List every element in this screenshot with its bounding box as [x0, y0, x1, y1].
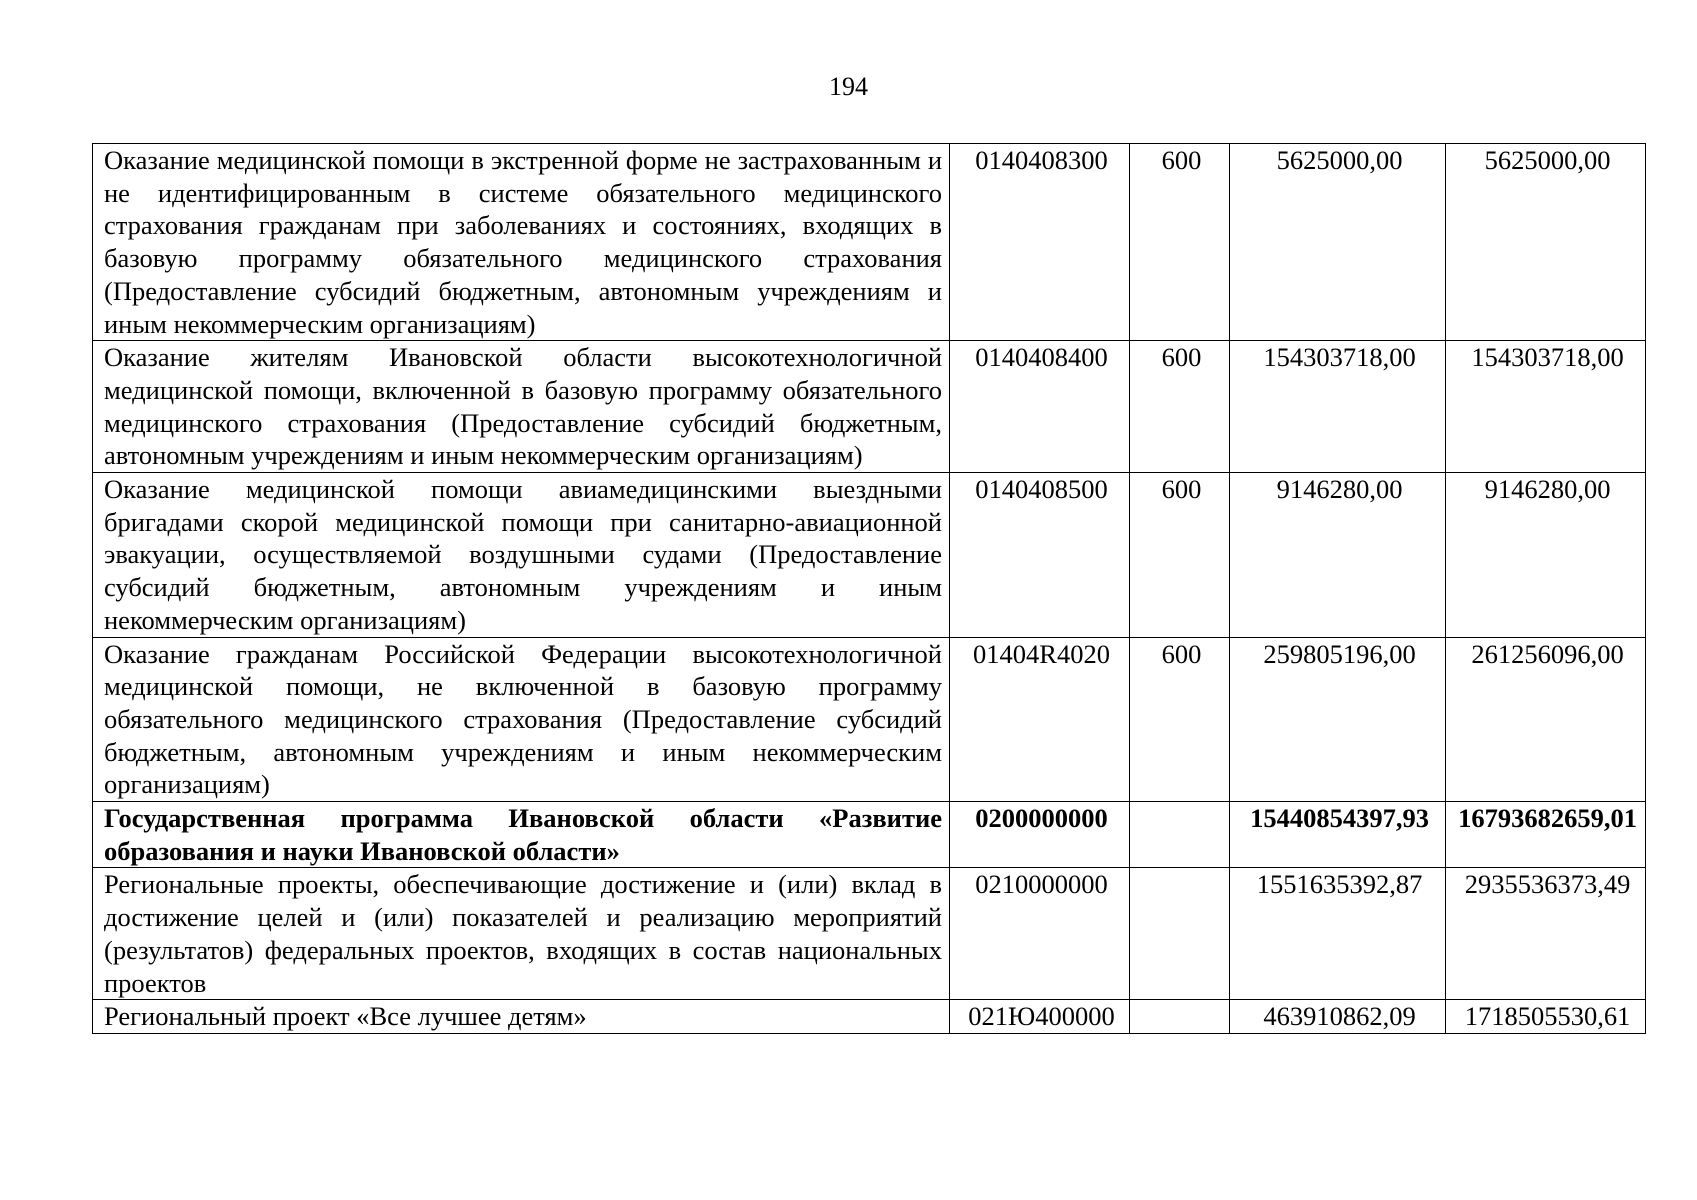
table-row — [93, 868, 1646, 1000]
amount-year1: 1551635392,87 — [1230, 868, 1446, 1000]
table-row — [93, 637, 1646, 802]
expense-kind: 600 — [1130, 637, 1230, 802]
expense-kind — [1130, 868, 1230, 1000]
amount-year2: 9146280,00 — [1446, 473, 1646, 638]
expense-kind — [1130, 802, 1230, 868]
amount-year1: 5625000,00 — [1230, 144, 1446, 341]
expense-kind — [1130, 1000, 1230, 1034]
table-row — [93, 144, 1646, 341]
target-code: 021Ю400000 — [950, 1000, 1130, 1034]
row-name: Оказание медицинской помощи авиамедицинскими выездными бригадами скорой медицинской помощи при санитарно-авиационной эвакуации, осуществляемой воздушными судами (Предоставление субсидий бюджетным, автономным учреждениям и иным некоммерческим организациям) — [93, 473, 950, 638]
table-row-program — [93, 802, 1646, 868]
expense-kind: 600 — [1130, 144, 1230, 341]
target-code: 0200000000 — [950, 802, 1130, 868]
amount-year1: 9146280,00 — [1230, 473, 1446, 638]
expense-kind: 600 — [1130, 473, 1230, 638]
table-row — [93, 1000, 1646, 1034]
target-code: 0140408300 — [950, 144, 1130, 341]
target-code: 0140408400 — [950, 341, 1130, 473]
amount-year1: 15440854397,93 — [1230, 802, 1446, 868]
table-row — [93, 341, 1646, 473]
row-name: Региональный проект «Все лучшее детям» — [93, 1000, 950, 1034]
amount-year2: 16793682659,01 — [1446, 802, 1646, 868]
expense-kind: 600 — [1130, 341, 1230, 473]
row-name: Оказание гражданам Российской Федерации высокотехнологичной медицинской помощи, не включенной в базовую программу обязательного медицинского страхования (Предоставление субсидий бюджетным, автономным учреждениям и иным некоммерческим организациям) — [93, 637, 950, 802]
amount-year2: 261256096,00 — [1446, 637, 1646, 802]
amount-year1: 154303718,00 — [1230, 341, 1446, 473]
amount-year1: 259805196,00 — [1230, 637, 1446, 802]
table-row — [93, 473, 1646, 638]
target-code: 01404R4020 — [950, 637, 1130, 802]
amount-year2: 154303718,00 — [1446, 341, 1646, 473]
page-number: 194 — [829, 72, 868, 101]
row-name: Государственная программа Ивановской области «Развитие образования и науки Ивановской области» — [93, 802, 950, 868]
amount-year2: 2935536373,49 — [1446, 868, 1646, 1000]
amount-year2: 5625000,00 — [1446, 144, 1646, 341]
target-code: 0140408500 — [950, 473, 1130, 638]
amount-year1: 463910862,09 — [1230, 1000, 1446, 1034]
row-name: Региональные проекты, обеспечивающие достижение и (или) вклад в достижение целей и (или) показателей и реализацию мероприятий (результатов) федеральных проектов, входящих в состав национальных проектов — [93, 868, 950, 1000]
target-code: 0210000000 — [950, 868, 1130, 1000]
row-name: Оказание медицинской помощи в экстренной форме не застрахованным и не идентифицированным в системе обязательного медицинского страхования гражданам при заболеваниях и состояниях, входящих в базовую программу обязательного медицинского страхования (Предоставление субсидий бюджетным, автономным учреждениям и иным некоммерческим организациям) — [93, 144, 950, 341]
row-name: Оказание жителям Ивановской области высокотехнологичной медицинской помощи, включенной в базовую программу обязательного медицинского страхования (Предоставление субсидий бюджетным, автономным учреждениям и иным некоммерческим организациям) — [93, 341, 950, 473]
budget-table — [92, 143, 1646, 1034]
amount-year2: 1718505530,61 — [1446, 1000, 1646, 1034]
